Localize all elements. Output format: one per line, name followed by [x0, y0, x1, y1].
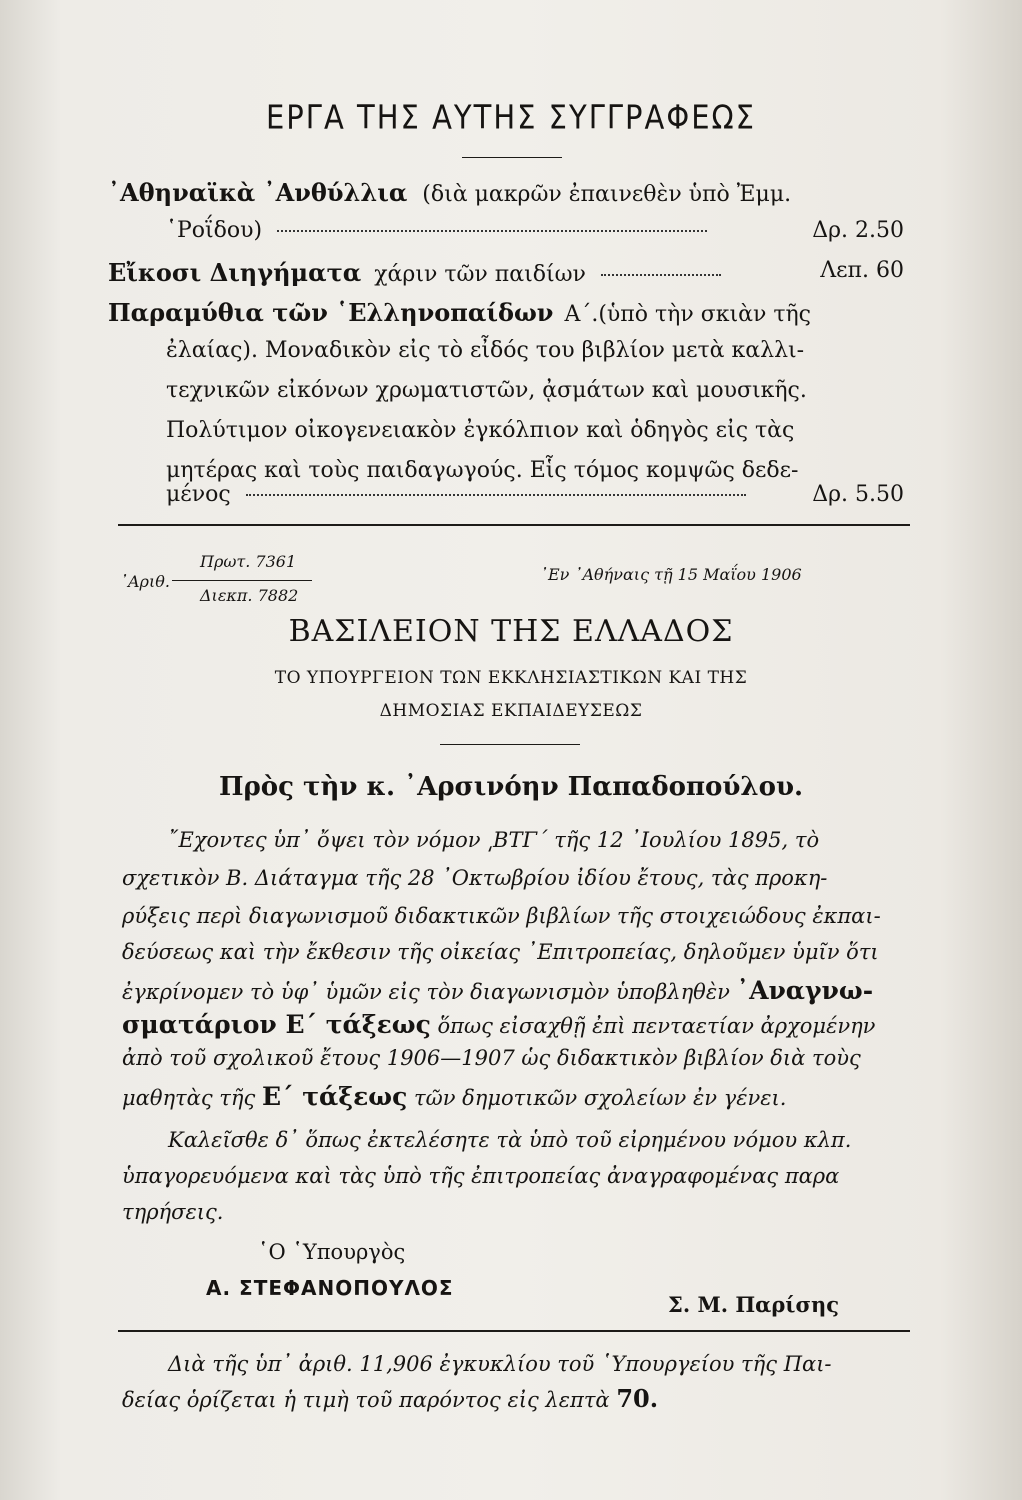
- ministry-line-1: ΤΟ ΥΠΟΥΡΓΕΙΟΝ ΤΩΝ ΕΚΚΛΗΣΙΑΣΤΙΚΩΝ ΚΑΙ ΤΗΣ: [274, 668, 748, 688]
- work-3-price: Δρ. 5.50: [812, 482, 904, 507]
- ref-label: ᾿Αριθ.: [120, 572, 170, 591]
- minister-name: Α. ΣΤΕΦΑΝΟΠΟΥΛΟΣ: [206, 1276, 454, 1300]
- work-1-line-1: [108, 178, 791, 207]
- decree-p2-line-2: ὑπαγορευόμενα καὶ τὰς ὑπὸ τῆς ἐπιτροπείας ἀναγραφομένας παρα: [122, 1164, 840, 1188]
- decree-line-7: ἀπὸ τοῦ σχολικοῦ ἔτους 1906—1907 ὡς διδακτικὸν βιβλίον διὰ τοὺς: [122, 1046, 861, 1070]
- section-divider: [118, 524, 910, 526]
- footer-divider: [118, 1330, 910, 1332]
- ministry-divider: [440, 744, 580, 745]
- ref-diekp: Διεκπ. 7882: [200, 586, 299, 605]
- decree-line-6: [122, 1010, 875, 1039]
- decree-line-1: ῎Εχοντες ὑπ᾿ ὄψει τὸν νόμον ͵ΒΤΓ΄ τῆς 12 ᾿Ιουλίου 1895, τὸ: [168, 828, 820, 852]
- grade-label: Ε΄ τάξεως: [261, 1082, 408, 1111]
- kingdom-heading: ΒΑΣΙΛΕΙΟΝ ΤΗΣ ΕΛΛΑΔΟΣ: [288, 614, 734, 649]
- work-2-price: Λεπ. 60: [820, 258, 904, 283]
- decree-line-5: [122, 976, 873, 1005]
- decree-p2-line-3: τηρήσεις.: [122, 1200, 224, 1224]
- place-date: ᾿Εν ᾿Αθήναις τῇ 15 Μαΐου 1906: [540, 565, 802, 584]
- work-3-title: Παραμύθια τῶν ῾Ελληνοπαίδων: [108, 298, 554, 327]
- dot-leader: [601, 274, 721, 276]
- work-1-price: Δρ. 2.50: [812, 218, 904, 243]
- minister-role: ῾Ο ῾Υπουργὸς: [258, 1240, 406, 1264]
- work-1-title: ᾿Αθηναϊκὰ ᾿Ανθύλλια: [108, 178, 408, 207]
- work-3-line-6: [166, 482, 904, 507]
- work-2-title: Εἴκοσι Διηγήματα: [108, 258, 362, 287]
- work-3-desc: Α΄.(ὑπὸ τὴν σκιὰν τῆς: [564, 302, 811, 327]
- price-note-line-1: Διὰ τῆς ὑπ᾿ ἀριθ. 11,906 ἐγκυκλίου τοῦ ῾Υπουργείου τῆς Παι-: [168, 1352, 832, 1376]
- ministry-line-2: ΔΗΜΟΣΙΑΣ ΕΚΠΑΙΔΕΥΣΕΩΣ: [379, 701, 643, 721]
- decree-p2-line-1: Καλεῖσθε δ᾿ ὅπως ἐκτελέσητε τὰ ὑπὸ τοῦ εἰρημένου νόμου κλπ.: [168, 1128, 852, 1152]
- decree-line-3: ρύξεις περὶ διαγωνισμοῦ διδακτικῶν βιβλίων τῆς στοιχειώδους ἐκπαι-: [122, 904, 881, 928]
- work-2-line: [108, 258, 904, 287]
- price-value: 70.: [616, 1384, 659, 1413]
- work-1-line-2: [166, 218, 904, 243]
- dot-leader: [246, 494, 746, 496]
- price-note-line-2: [122, 1384, 658, 1413]
- title-divider: [462, 157, 562, 158]
- page-title: ΕΡΓΑ ΤΗΣ ΑΥΤΗΣ ΣΥΓΓΡΑΦΕΩΣ: [265, 97, 756, 137]
- decree-line-5-text: ἐγκρίνομεν τὸ ὑφ᾿ ὑμῶν εἰς τὸν διαγωνισμὸν ὑποβληθὲν: [122, 980, 730, 1004]
- decree-line-6-text: ὅπως εἰσαχθῇ ἐπὶ πενταετίαν ἀρχομένην: [437, 1014, 876, 1038]
- dot-leader: [277, 230, 707, 232]
- ref-prot: Πρωτ. 7361: [200, 552, 297, 571]
- decree-line-8: [122, 1082, 786, 1111]
- decree-line-2: σχετικὸν Β. Διάταγμα τῆς 28 ᾿Οκτωβρίου ἰδίου ἔτους, τὰς προκη-: [122, 866, 828, 890]
- work-2-desc: χάριν τῶν παιδίων: [374, 262, 586, 287]
- decree-line-8-end: τῶν δημοτικῶν σχολείων ἐν γένει.: [413, 1086, 787, 1110]
- decree-line-8-start: μαθητὰς τῆς: [122, 1086, 256, 1110]
- work-1-desc-cont: ῾Ροΐδου): [166, 218, 263, 243]
- ref-fraction-line: [172, 580, 312, 581]
- countersignature: Σ. Μ. Παρίσης: [668, 1292, 839, 1317]
- work-3-line-3: τεχνικῶν εἰκόνων χρωματιστῶν, ᾀσμάτων καὶ μουσικῆς.: [166, 378, 807, 403]
- work-3-line-1: [108, 298, 811, 327]
- work-3-line-2: ἐλαίας). Μοναδικὸν εἰς τὸ εἶδός του βιβλίον μετὰ καλλι-: [166, 338, 805, 363]
- book-title-start: ᾿Αναγνω-: [736, 976, 874, 1005]
- book-title-end: σματάριον Ε΄ τάξεως: [122, 1010, 431, 1039]
- decree-line-4: δεύσεως καὶ τὴν ἔκθεσιν τῆς οἰκείας ᾿Επιτροπείας, δηλοῦμεν ὑμῖν ὅτι: [122, 940, 879, 964]
- work-3-line-5: μητέρας καὶ τοὺς παιδαγωγούς. Εἷς τόμος κομψῶς δεδε-: [166, 458, 799, 483]
- addressee: Πρὸς τὴν κ. ᾿Αρσινόην Παπαδοπούλου.: [218, 772, 804, 802]
- work-1-desc: (διὰ μακρῶν ἐπαινεθὲν ὑπὸ Ἐμμ.: [422, 182, 792, 207]
- price-note-text: δείας ὁρίζεται ἡ τιμὴ τοῦ παρόντος εἰς λεπτὰ: [122, 1388, 610, 1412]
- work-3-line-4: Πολύτιμον οἰκογενειακὸν ἐγκόλπιον καὶ ὁδηγὸς εἰς τὰς: [166, 418, 795, 443]
- work-3-desc-end: μένος: [166, 482, 231, 507]
